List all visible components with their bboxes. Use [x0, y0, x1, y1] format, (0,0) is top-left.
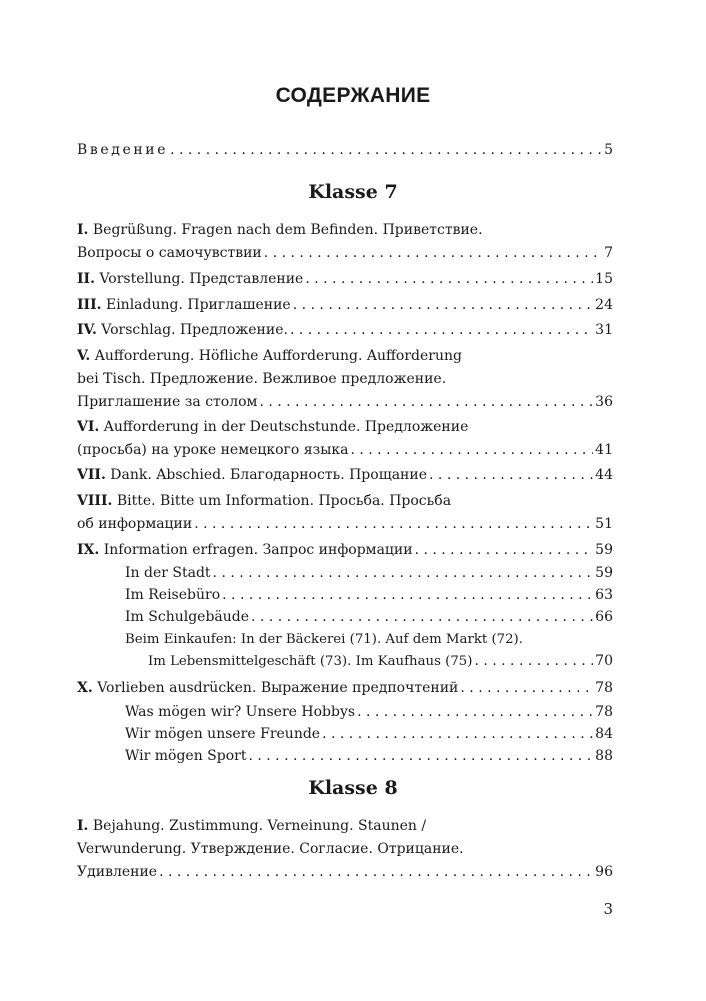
- entry-text: Aufforderung in der Deutschstunde. Предложение: [103, 419, 469, 435]
- leader-dots: [460, 677, 593, 699]
- entry-text: Bitte. Bitte um Information. Просьба. Просьба: [116, 493, 452, 509]
- toc-entry-7-5-line2[interactable]: [77, 368, 613, 390]
- entry-text: Vorlieben ausdrücken. Выражение предпочтений: [97, 680, 459, 696]
- toc-entry-page: 24: [595, 297, 613, 313]
- toc-entry-page: 44: [595, 467, 613, 483]
- leader-dots: [474, 650, 593, 672]
- entry-text: об информации: [77, 516, 193, 532]
- toc-entry-page: 70: [595, 653, 613, 669]
- entry-text: Wir mögen Sport: [125, 748, 247, 764]
- toc-entry-7-8-line1[interactable]: [77, 490, 613, 512]
- entry-text: Verwunderung. Утверждение. Согласие. Отрицание.: [77, 841, 464, 857]
- entry-text: Im Reisebüro: [125, 587, 221, 603]
- entry-number: VI.: [77, 419, 100, 435]
- toc-entry-page: 59: [595, 542, 613, 558]
- toc-entry-page: 88: [595, 748, 613, 764]
- toc-entry-page: 78: [595, 680, 613, 696]
- leader-dots: [251, 606, 593, 628]
- toc-entry-7-2[interactable]: [77, 268, 613, 290]
- toc-entry-page: 36: [595, 394, 613, 410]
- page-title: СОДЕРЖАНИЕ: [275, 84, 431, 107]
- toc-entry-8-1-line1[interactable]: [77, 815, 613, 837]
- entry-number: IX.: [77, 542, 100, 558]
- leader-dots: [322, 723, 593, 745]
- entry-number: X.: [77, 680, 93, 696]
- toc-entry-page: 78: [595, 704, 613, 720]
- leader-dots: [305, 268, 593, 290]
- entry-text: Beim Einkaufen: In der Bäckerei (71). Auf dem Markt (72).: [125, 632, 523, 647]
- toc-entry-page: 5: [604, 142, 613, 158]
- toc-entry-7-5-line1[interactable]: [77, 345, 613, 367]
- entry-text: Приглашение за столом: [77, 394, 258, 410]
- toc-entry-7-3[interactable]: [77, 294, 613, 316]
- toc-entry-text: Введение: [77, 142, 169, 158]
- toc-entry-7-7[interactable]: [77, 464, 613, 486]
- entry-number: V.: [77, 348, 91, 364]
- toc-entry-page: 84: [595, 726, 613, 742]
- entry-text: Begrüßung. Fragen nach dem Befinden. Приветствие.: [92, 222, 483, 238]
- entry-text: Im Schulgebäude: [125, 609, 250, 625]
- leader-dots: [259, 391, 593, 413]
- leader-dots: [222, 584, 593, 606]
- entry-number: VIII.: [77, 493, 113, 509]
- entry-text: Aufforderung. Höfliche Aufforderung. Aufforderung: [94, 348, 462, 364]
- toc-entry-7-4[interactable]: [77, 319, 613, 341]
- leader-dots: [290, 319, 593, 341]
- toc-entry-7-8-line2[interactable]: [77, 513, 613, 535]
- leader-dots: [213, 562, 594, 584]
- toc-subentry-shopping-line1[interactable]: [125, 628, 613, 650]
- entry-text: Vorstellung. Представление: [99, 271, 304, 287]
- leader-dots: [293, 294, 593, 316]
- entry-text: (просьба) на уроке немецкого языка: [77, 442, 349, 458]
- entry-number: II.: [77, 271, 95, 287]
- toc-subentry[interactable]: [125, 562, 613, 584]
- toc-entry-page: 41: [595, 442, 613, 458]
- entry-text: Bejahung. Zustimmung. Verneinung. Staunen /: [92, 818, 427, 834]
- entry-text: Im Lebensmittelgeschäft (73). Im Kaufhaus (75): [148, 654, 473, 669]
- toc-entry-intro[interactable]: [77, 139, 613, 161]
- toc-subentry[interactable]: [125, 606, 613, 628]
- leader-dots: [415, 539, 594, 561]
- entry-text: bei Tisch. Предложение. Вежливое предложение.: [77, 371, 447, 387]
- toc-entry-7-6-line1[interactable]: [77, 416, 613, 438]
- toc-entry-7-9[interactable]: [77, 539, 613, 561]
- entry-text: Was mögen wir? Unsere Hobbys: [125, 704, 356, 720]
- entry-number: I.: [77, 818, 89, 834]
- entry-number: III.: [77, 297, 102, 313]
- toc-entry-page: 51: [595, 516, 613, 532]
- toc-entry-7-1-line1[interactable]: [77, 219, 613, 241]
- toc-entry-7-1-line2[interactable]: [77, 242, 613, 264]
- entry-text: Wir mögen unsere Freunde: [125, 726, 321, 742]
- toc-entry-page: 96: [595, 864, 613, 880]
- leader-dots: [159, 861, 593, 883]
- toc-entry-8-1-line2[interactable]: [77, 838, 613, 860]
- section-heading-klasse7: Klasse 7: [308, 181, 398, 203]
- leader-dots: [429, 464, 593, 486]
- leader-dots: [170, 139, 602, 161]
- toc-subentry[interactable]: [125, 745, 613, 767]
- toc-subentry-shopping-line2[interactable]: [148, 650, 613, 672]
- leader-dots: [350, 439, 593, 461]
- page-number: 3: [603, 900, 613, 918]
- toc-subentry[interactable]: [125, 701, 613, 723]
- toc-entry-page: 7: [604, 245, 613, 261]
- toc-subentry[interactable]: [125, 584, 613, 606]
- entry-text: Dank. Abschied. Благодарность. Прощание: [110, 467, 428, 483]
- entry-text: Удивление: [77, 864, 158, 880]
- entry-number: IV.: [77, 322, 97, 338]
- toc-entry-page: 15: [595, 271, 613, 287]
- toc-entry-page: 31: [595, 322, 613, 338]
- toc-entry-page: 59: [595, 565, 613, 581]
- toc-subentry[interactable]: [125, 723, 613, 745]
- entry-text: In der Stadt: [125, 565, 211, 581]
- leader-dots: [264, 242, 602, 264]
- section-heading-klasse8: Klasse 8: [308, 777, 398, 799]
- entry-text: Einladung. Приглашение: [105, 297, 291, 313]
- toc-entry-page: 63: [595, 587, 613, 603]
- toc-entry-7-10[interactable]: [77, 677, 613, 699]
- leader-dots: [357, 701, 593, 723]
- entry-number: I.: [77, 222, 89, 238]
- toc-entry-8-1-line3[interactable]: [77, 861, 613, 883]
- entry-text: Information erfragen. Запрос информации: [103, 542, 413, 558]
- toc-entry-page: 66: [595, 609, 613, 625]
- entry-text: Vorschlag. Предложение.: [101, 322, 288, 338]
- entry-number: VII.: [77, 467, 106, 483]
- entry-text: Вопросы о самочувствии: [77, 245, 262, 261]
- leader-dots: [248, 745, 593, 767]
- toc-entry-7-6-line2[interactable]: [77, 439, 613, 461]
- leader-dots: [194, 513, 593, 535]
- toc-entry-7-5-line3[interactable]: [77, 391, 613, 413]
